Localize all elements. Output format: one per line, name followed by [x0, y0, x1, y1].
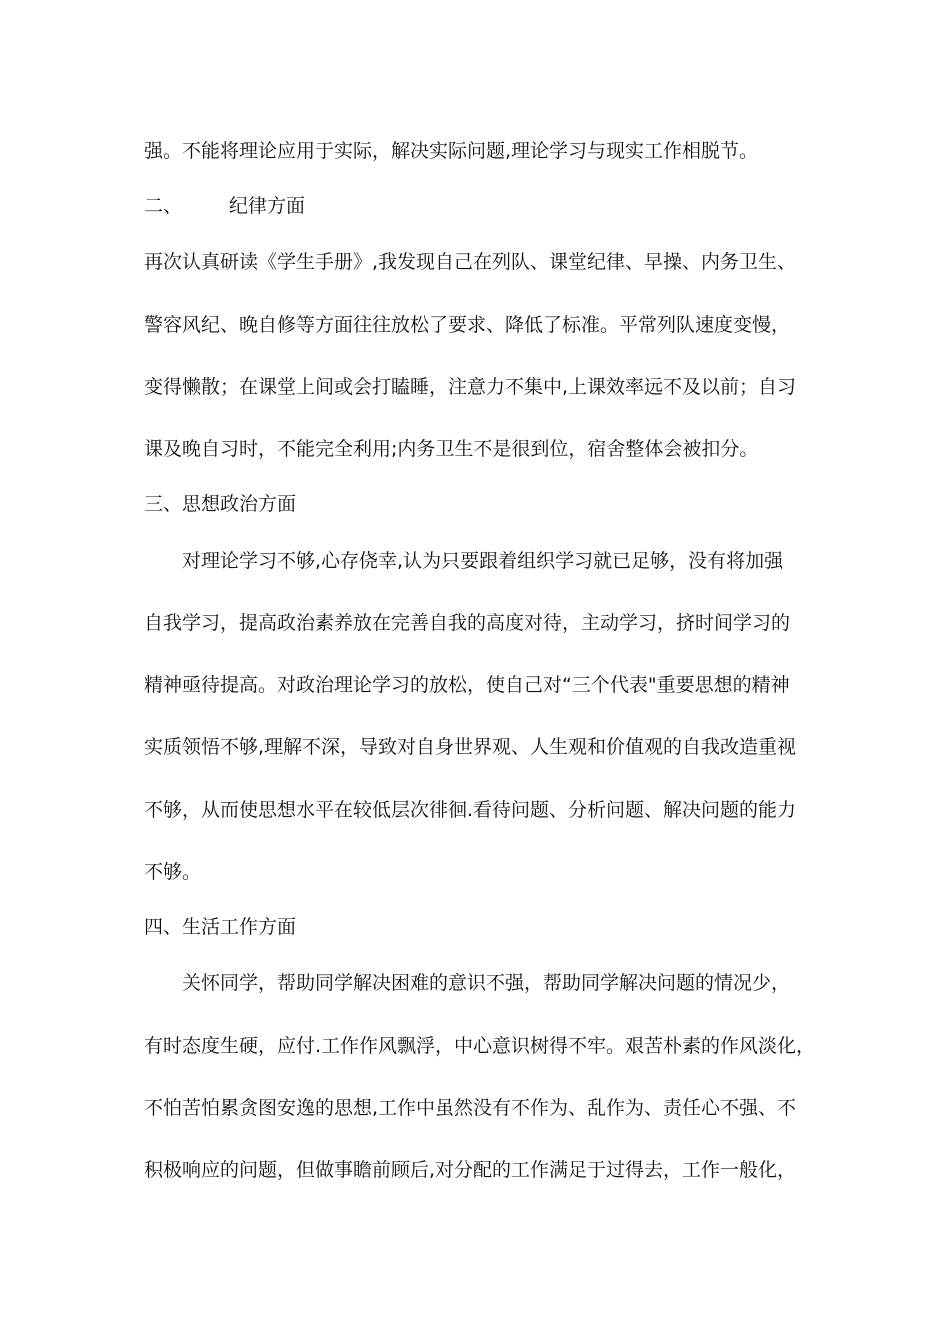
paragraph-first-line: 关怀同学，帮助同学解决困难的意识不强，帮助同学解决问题的情况少，	[182, 972, 791, 994]
section-heading: 三、思想政治方面	[144, 493, 297, 515]
body-text-line: 不够。	[144, 861, 202, 883]
body-text-line: 自我学习，提高政治素养放在完善自我的高度对待，主动学习，挤时间学习的	[144, 612, 791, 634]
body-text-line: 变得懒散；在课堂上间或会打瞌睡，注意力不集中,上课效率远不及以前；自习	[144, 376, 797, 398]
section-title: 纪律方面	[229, 195, 306, 217]
body-text-line: 再次认真研读《学生手册》,我发现自己在列队、课堂纪律、早操、内务卫生、	[144, 251, 797, 273]
section-heading	[144, 194, 824, 218]
paragraph-first-line: 对理论学习不够,心存侥幸,认为只要跟着组织学习就已足够，没有将加强	[182, 550, 784, 572]
body-text-line: 实质领悟不够,理解不深，导致对自身世界观、人生观和价值观的自我改造重视	[144, 736, 797, 758]
section-heading: 四、生活工作方面	[144, 916, 297, 938]
body-text-line: 有时态度生硬，应付.工作作风飘浮，中心意识树得不牢。艰苦朴素的作风淡化，	[144, 1035, 816, 1057]
body-text-line: 精神亟待提高。对政治理论学习的放松，使自己对“三个代表"重要思想的精神	[144, 674, 790, 696]
body-text-line: 课及晚自习时，不能完全利用;内务卫生不是很到位，宿舍整体会被扣分。	[144, 438, 759, 460]
body-text-line: 不怕苦怕累贪图安逸的思想,工作中虽然没有不作为、乱作为、责任心不强、不	[144, 1097, 797, 1119]
body-text-line: 不够，从而使思想水平在较低层次徘徊.看待问题、分析问题、解决问题的能力	[144, 799, 797, 821]
body-text-line: 强。不能将理论应用于实际，解决实际问题,理论学习与现实工作相脱节。	[144, 140, 759, 162]
body-text-line: 积极响应的问题，但做事瞻前顾后,对分配的工作满足于过得去，工作一般化，	[144, 1159, 797, 1181]
section-number: 二、	[144, 195, 183, 217]
body-text-line: 警容风纪、晚自修等方面往往放松了要求、降低了标准。平常列队速度变慢，	[144, 314, 791, 336]
